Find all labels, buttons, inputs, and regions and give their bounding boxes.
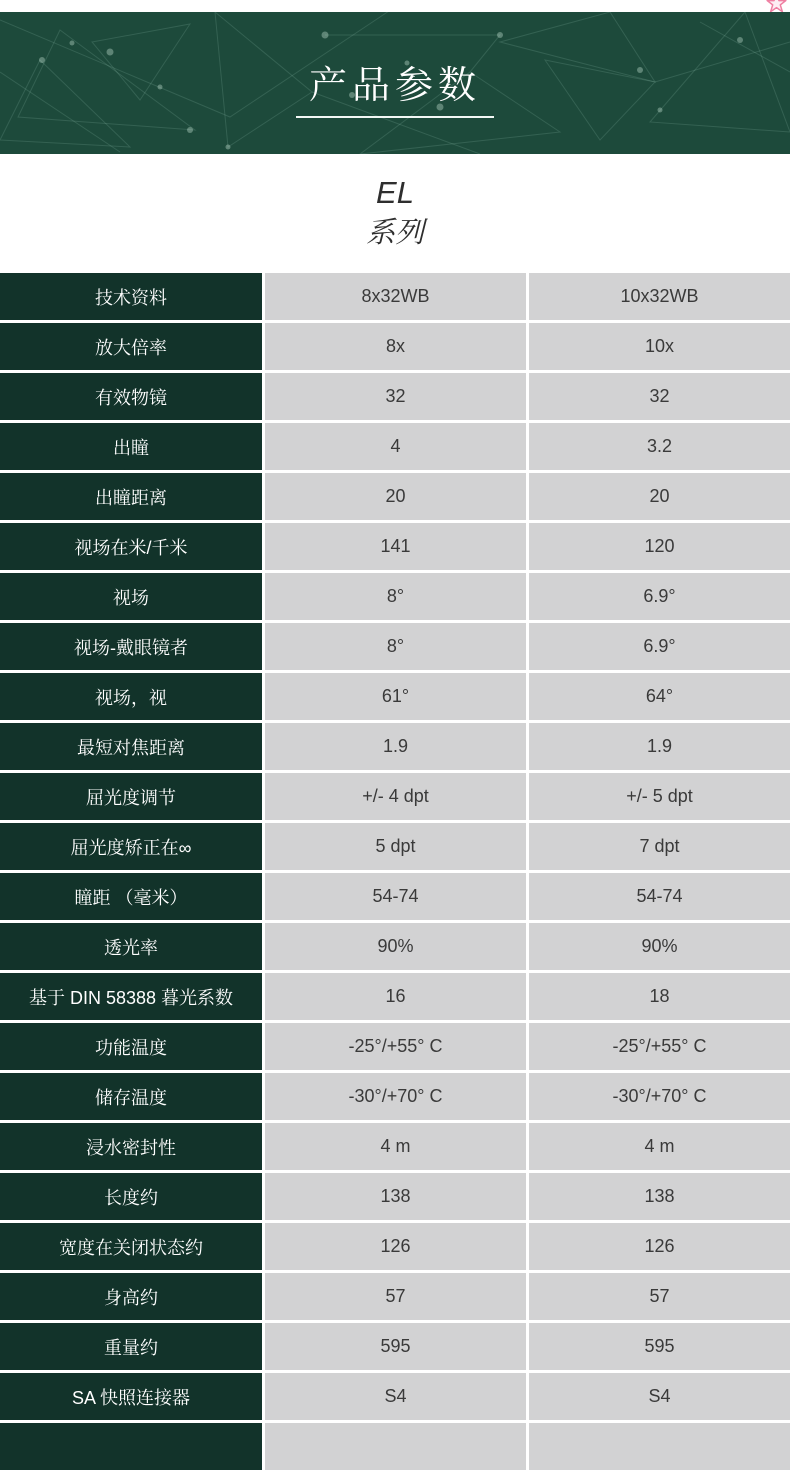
spec-row <box>0 473 790 520</box>
spec-label-cell: 屈光度矫正在∞ <box>0 823 262 870</box>
spec-row <box>0 973 790 1020</box>
spec-label-cell: SA 快照连接器 <box>0 1373 262 1420</box>
spec-value-cell-8x32: 4 <box>265 423 526 470</box>
spec-row <box>0 673 790 720</box>
spec-table <box>0 273 790 1473</box>
spec-value-cell-10x32: 6.9° <box>529 623 790 670</box>
header-banner <box>0 12 790 154</box>
spec-label-cell: 长度约 <box>0 1173 262 1220</box>
spec-label-cell: 最短对焦距离 <box>0 723 262 770</box>
spec-value-cell-10x32: +/- 5 dpt <box>529 773 790 820</box>
spec-value-cell-8x32: 8° <box>265 573 526 620</box>
spec-value-cell-10x32: 595 <box>529 1323 790 1370</box>
spec-row <box>0 873 790 920</box>
top-white-strip <box>0 0 790 12</box>
spec-value-cell-8x32: 90% <box>265 923 526 970</box>
spec-value-cell-10x32: 54-74 <box>529 873 790 920</box>
spec-value-cell-10x32: 32 <box>529 373 790 420</box>
spec-value-cell-10x32: 90% <box>529 923 790 970</box>
spec-value-cell-8x32: 54-74 <box>265 873 526 920</box>
spec-value-cell-10x32: S4 <box>529 1373 790 1420</box>
series-name: EL <box>376 175 414 210</box>
spec-label-cell: 浸水密封性 <box>0 1123 262 1170</box>
spec-label-cell: 基于 DIN 58388 暮光系数 <box>0 973 262 1020</box>
spec-value-cell-10x32: 4 m <box>529 1123 790 1170</box>
spec-value-cell-8x32: 20 <box>265 473 526 520</box>
spec-row <box>0 1273 790 1320</box>
spec-row <box>0 423 790 470</box>
spec-value-cell-10x32: 57 <box>529 1273 790 1320</box>
spec-value-cell-8x32: 57 <box>265 1273 526 1320</box>
spec-label-cell: 宽度在关闭状态约 <box>0 1223 262 1270</box>
spec-label-cell: 屈光度调节 <box>0 773 262 820</box>
spec-value-cell-10x32: 10x <box>529 323 790 370</box>
spec-value-cell-8x32: +/- 4 dpt <box>265 773 526 820</box>
spec-value-cell-10x32: -30°/+70° C <box>529 1073 790 1120</box>
spec-row <box>0 1073 790 1120</box>
spec-value-cell-8x32: S4 <box>265 1373 526 1420</box>
spec-value-cell-8x32: 126 <box>265 1223 526 1270</box>
spec-row <box>0 1173 790 1220</box>
spec-value-cell-8x32: -25°/+55° C <box>265 1023 526 1070</box>
spec-value-cell-10x32: 126 <box>529 1223 790 1270</box>
spec-row <box>0 1223 790 1270</box>
spec-label-cell: 功能温度 <box>0 1023 262 1070</box>
spec-row <box>0 573 790 620</box>
spec-label-cell: 储存温度 <box>0 1073 262 1120</box>
spec-label-cell: 出瞳距离 <box>0 473 262 520</box>
spec-value-cell-8x32: 61° <box>265 673 526 720</box>
series-heading <box>0 154 790 273</box>
spec-value-cell-10x32: 64° <box>529 673 790 720</box>
spec-row <box>0 823 790 870</box>
spec-label-cell: 技术资料 <box>0 273 262 320</box>
spec-value-cell-8x32: 5 dpt <box>265 823 526 870</box>
spec-row <box>0 1023 790 1070</box>
spec-value-cell-10x32: 10x32WB <box>529 273 790 320</box>
spec-value-cell-8x32: 4 m <box>265 1123 526 1170</box>
spec-row <box>0 1373 790 1420</box>
spec-row <box>0 1123 790 1170</box>
spec-label-cell: 有效物镜 <box>0 373 262 420</box>
spec-label-cell: 身高约 <box>0 1273 262 1320</box>
spec-row <box>0 523 790 570</box>
spec-row <box>0 373 790 420</box>
spec-value-cell-10x32: 20 <box>529 473 790 520</box>
spec-label-cell: 放大倍率 <box>0 323 262 370</box>
spec-label-cell: 透光率 <box>0 923 262 970</box>
spec-row <box>0 773 790 820</box>
spec-value-cell-8x32: 141 <box>265 523 526 570</box>
spec-label-cell: 视场在米/千米 <box>0 523 262 570</box>
spec-row <box>0 323 790 370</box>
spec-value-cell-10x32: 1.9 <box>529 723 790 770</box>
spec-label-cell: 重量约 <box>0 1323 262 1370</box>
title-underline <box>296 116 494 118</box>
spec-value-cell-10x32: -25°/+55° C <box>529 1023 790 1070</box>
spec-header-row <box>0 273 790 320</box>
spec-row <box>0 723 790 770</box>
spec-value-cell-8x32: 8x <box>265 323 526 370</box>
spec-label-cell: 视场，视 <box>0 673 262 720</box>
spec-value-cell-8x32 <box>265 1423 526 1470</box>
spec-label-cell: 视场-戴眼镜者 <box>0 623 262 670</box>
spec-value-cell-10x32: 138 <box>529 1173 790 1220</box>
spec-value-cell-10x32: 7 dpt <box>529 823 790 870</box>
spec-value-cell-8x32: 16 <box>265 973 526 1020</box>
spec-value-cell-10x32: 6.9° <box>529 573 790 620</box>
spec-label-cell: 视场 <box>0 573 262 620</box>
spec-value-cell-8x32: 32 <box>265 373 526 420</box>
spec-value-cell-8x32: 1.9 <box>265 723 526 770</box>
spec-row <box>0 623 790 670</box>
spec-value-cell-8x32: 8° <box>265 623 526 670</box>
spec-value-cell-10x32: 3.2 <box>529 423 790 470</box>
spec-row-cutoff <box>0 1423 790 1470</box>
spec-row <box>0 1323 790 1370</box>
spec-value-cell-10x32: 120 <box>529 523 790 570</box>
spec-value-cell-10x32: 18 <box>529 973 790 1020</box>
series-label: 系列 <box>365 217 424 249</box>
spec-value-cell-8x32: 595 <box>265 1323 526 1370</box>
page-title: 产品参数 <box>308 65 481 107</box>
spec-label-cell: 瞳距 （毫米） <box>0 873 262 920</box>
spec-row <box>0 923 790 970</box>
spec-value-cell-10x32 <box>529 1423 790 1470</box>
spec-value-cell-8x32: -30°/+70° C <box>265 1073 526 1120</box>
spec-label-cell: 出瞳 <box>0 423 262 470</box>
spec-value-cell-8x32: 138 <box>265 1173 526 1220</box>
spec-value-cell-8x32: 8x32WB <box>265 273 526 320</box>
spec-label-cell <box>0 1423 262 1470</box>
